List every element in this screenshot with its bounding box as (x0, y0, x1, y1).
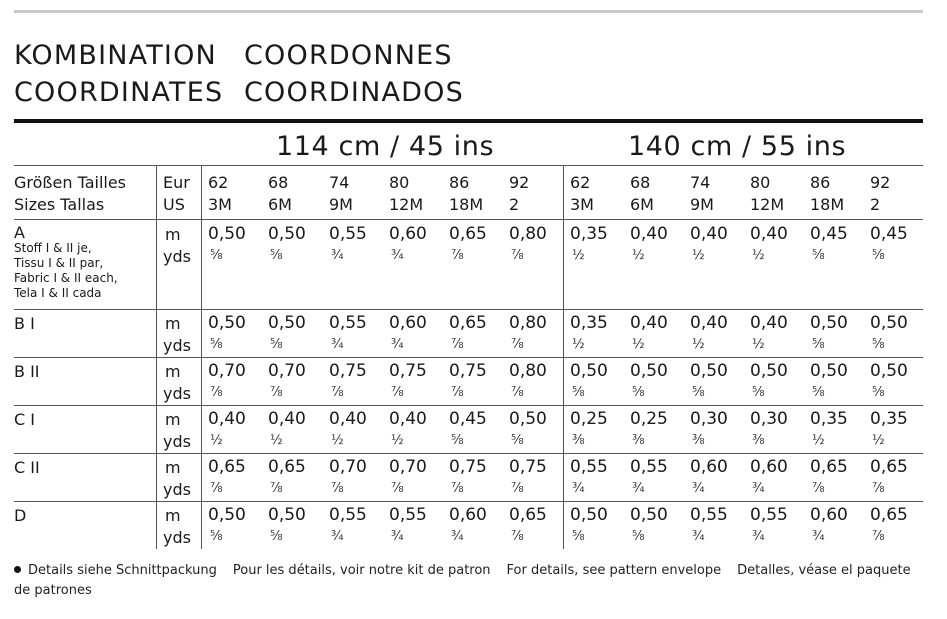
meters-value: 0,50 (690, 361, 728, 381)
yards-value: ⅝ (210, 529, 223, 544)
yards-value: ⅝ (752, 385, 765, 400)
meters-value: 0,60 (690, 457, 728, 477)
yards-value: ½ (391, 433, 404, 448)
meters-value: 0,60 (750, 457, 788, 477)
meters-value: 0,50 (810, 313, 848, 333)
yards-value: ⅞ (210, 385, 223, 400)
meters-value: 0,40 (690, 224, 728, 244)
meters-value: 0,40 (268, 409, 306, 429)
size-eur: 74 (329, 173, 350, 192)
meters-value: 0,70 (208, 361, 246, 381)
row-note: Stoff I & II je, (14, 241, 92, 255)
yards-value: ½ (752, 337, 765, 352)
row-label: B II (14, 362, 40, 381)
size-us: 18M (449, 195, 484, 214)
meters-value: 0,65 (208, 457, 246, 477)
meters-value: 0,55 (329, 313, 367, 333)
meters-value: 0,25 (630, 409, 668, 429)
row-separator (14, 501, 923, 502)
yards-value: ⅞ (872, 481, 885, 496)
yards-value: ¾ (692, 481, 705, 496)
meters-value: 0,75 (389, 361, 427, 381)
bullet-icon (14, 566, 21, 573)
meters-value: 0,50 (870, 361, 908, 381)
title-line-2 (14, 77, 464, 108)
size-us: 18M (810, 195, 845, 214)
meters-value: 0,50 (208, 224, 246, 244)
yards-value: ⅞ (451, 337, 464, 352)
size-eur: 62 (570, 173, 591, 192)
yards-value: ½ (692, 337, 705, 352)
size-us: 6M (630, 195, 654, 214)
meters-value: 0,45 (449, 409, 487, 429)
yards-value: ⅞ (451, 385, 464, 400)
unit-yds: yds (163, 384, 191, 403)
meters-value: 0,50 (570, 505, 608, 525)
yards-value: ½ (270, 433, 283, 448)
footnote-es: Detalles, véase el paquete de patrones (14, 563, 911, 598)
unit-yds: yds (163, 528, 191, 547)
meters-value: 0,75 (449, 457, 487, 477)
top-rule (14, 10, 923, 13)
yards-value: ⅝ (270, 248, 283, 263)
group-header-114: 114 cm / 45 ins (276, 131, 495, 162)
yards-value: ½ (692, 248, 705, 263)
yards-value: ⅞ (511, 337, 524, 352)
yards-value: ⅝ (210, 248, 223, 263)
meters-value: 0,75 (449, 361, 487, 381)
unit-eur: Eur (163, 173, 190, 192)
yards-value: ⅞ (270, 385, 283, 400)
row-note: Tissu I & II par, (14, 256, 104, 270)
title-underline (14, 119, 923, 123)
unit-m: m (165, 362, 181, 381)
meters-value: 0,50 (810, 361, 848, 381)
yards-value: ½ (632, 248, 645, 263)
yards-value: ¾ (752, 481, 765, 496)
meters-value: 0,70 (329, 457, 367, 477)
meters-value: 0,40 (329, 409, 367, 429)
yards-value: ½ (210, 433, 223, 448)
yards-value: ⅝ (210, 337, 223, 352)
row-note: Tela I & II cada (14, 286, 102, 300)
meters-value: 0,50 (630, 505, 668, 525)
yards-value: ⅜ (572, 433, 585, 448)
meters-value: 0,80 (509, 313, 547, 333)
row-note: Fabric I & II each, (14, 271, 118, 285)
meters-value: 0,70 (389, 457, 427, 477)
group-divider (563, 165, 564, 549)
meters-value: 0,50 (268, 224, 306, 244)
size-label-en-es: Sizes Tallas (14, 195, 105, 214)
size-eur: 74 (690, 173, 711, 192)
row-separator (14, 309, 923, 310)
meters-value: 0,65 (449, 224, 487, 244)
row-label: A (14, 223, 25, 242)
meters-value: 0,35 (870, 409, 908, 429)
yards-value: ⅞ (511, 529, 524, 544)
yards-value: ⅞ (511, 481, 524, 496)
size-us: 3M (208, 195, 232, 214)
yards-value: ¾ (391, 337, 404, 352)
size-us: 9M (329, 195, 353, 214)
meters-value: 0,80 (509, 361, 547, 381)
unit-yds: yds (163, 247, 191, 266)
yards-value: ½ (572, 337, 585, 352)
size-eur: 86 (449, 173, 470, 192)
yards-value: ⅝ (812, 248, 825, 263)
yards-value: ⅞ (331, 385, 344, 400)
meters-value: 0,50 (570, 361, 608, 381)
size-us: 2 (509, 195, 520, 214)
yards-value: ⅞ (210, 481, 223, 496)
size-eur: 86 (810, 173, 831, 192)
yards-value: ⅝ (270, 337, 283, 352)
meters-value: 0,80 (509, 224, 547, 244)
meters-value: 0,40 (750, 313, 788, 333)
yards-value: ¾ (391, 529, 404, 544)
group-header-140: 140 cm / 55 ins (628, 131, 847, 162)
unit-m: m (165, 458, 181, 477)
yards-value: ⅝ (872, 248, 885, 263)
unit-m: m (165, 225, 181, 244)
yards-value: ⅝ (572, 385, 585, 400)
footnote-de: Details siehe Schnittpackung (28, 563, 217, 578)
meters-value: 0,75 (329, 361, 367, 381)
meters-value: 0,40 (389, 409, 427, 429)
yards-value: ⅞ (451, 248, 464, 263)
title-en: COORDINATES (14, 77, 224, 108)
unit-m: m (165, 314, 181, 333)
yards-value: ⅝ (511, 433, 524, 448)
meters-value: 0,40 (208, 409, 246, 429)
row-separator (14, 357, 923, 358)
yards-value: ⅞ (451, 481, 464, 496)
meters-value: 0,75 (509, 457, 547, 477)
yards-value: ⅞ (270, 481, 283, 496)
meters-value: 0,50 (268, 505, 306, 525)
yards-value: ⅞ (812, 481, 825, 496)
meters-value: 0,50 (268, 313, 306, 333)
meters-value: 0,70 (268, 361, 306, 381)
size-label-de-fr: Größen Tailles (14, 173, 127, 192)
meters-value: 0,40 (630, 224, 668, 244)
size-eur: 80 (389, 173, 410, 192)
size-us: 6M (268, 195, 292, 214)
meters-value: 0,40 (690, 313, 728, 333)
size-us: 3M (570, 195, 594, 214)
yards-value: ⅝ (872, 385, 885, 400)
unit-yds: yds (163, 336, 191, 355)
size-us: 9M (690, 195, 714, 214)
meters-value: 0,35 (570, 224, 608, 244)
footnote-en: For details, see pattern envelope (506, 563, 722, 578)
footnote (14, 561, 914, 601)
meters-value: 0,50 (509, 409, 547, 429)
row-label: C I (14, 410, 35, 429)
meters-value: 0,55 (329, 505, 367, 525)
row-label: C II (14, 458, 40, 477)
meters-value: 0,65 (870, 457, 908, 477)
meters-value: 0,50 (208, 313, 246, 333)
yards-value: ½ (872, 433, 885, 448)
yards-value: ⅝ (632, 385, 645, 400)
title-de: KOMBINATION (14, 40, 217, 71)
meters-value: 0,30 (750, 409, 788, 429)
size-eur: 92 (509, 173, 530, 192)
size-us: 2 (870, 195, 881, 214)
meters-value: 0,50 (208, 505, 246, 525)
yards-value: ¾ (451, 529, 464, 544)
yards-value: ⅝ (451, 433, 464, 448)
yards-value: ¾ (331, 529, 344, 544)
yards-value: ½ (572, 248, 585, 263)
meters-value: 0,55 (630, 457, 668, 477)
yards-value: ⅞ (331, 481, 344, 496)
size-eur: 80 (750, 173, 771, 192)
yards-value: ⅜ (752, 433, 765, 448)
meters-value: 0,65 (268, 457, 306, 477)
size-us: 12M (750, 195, 785, 214)
yards-value: ¾ (331, 248, 344, 263)
meters-value: 0,60 (810, 505, 848, 525)
meters-value: 0,50 (630, 361, 668, 381)
size-eur: 62 (208, 173, 229, 192)
yards-value: ⅝ (872, 337, 885, 352)
meters-value: 0,35 (570, 313, 608, 333)
meters-value: 0,65 (449, 313, 487, 333)
yards-value: ¾ (391, 248, 404, 263)
meters-value: 0,30 (690, 409, 728, 429)
yards-value: ½ (632, 337, 645, 352)
yards-value: ¾ (812, 529, 825, 544)
unit-m: m (165, 506, 181, 525)
row-separator (14, 405, 923, 406)
yards-value: ⅞ (872, 529, 885, 544)
meters-value: 0,40 (630, 313, 668, 333)
meters-value: 0,55 (570, 457, 608, 477)
meters-value: 0,55 (690, 505, 728, 525)
meters-value: 0,55 (750, 505, 788, 525)
size-eur: 92 (870, 173, 891, 192)
footnote-fr: Pour les détails, voir notre kit de patron (232, 563, 491, 578)
meters-value: 0,60 (389, 224, 427, 244)
yards-value: ¾ (692, 529, 705, 544)
meters-value: 0,50 (750, 361, 788, 381)
title-es: COORDINADOS (244, 77, 464, 108)
header-top-rule (14, 165, 923, 166)
yards-value: ⅜ (632, 433, 645, 448)
size-eur: 68 (630, 173, 651, 192)
yards-value: ¾ (632, 481, 645, 496)
meters-value: 0,60 (449, 505, 487, 525)
yards-value: ⅞ (391, 481, 404, 496)
yards-value: ½ (331, 433, 344, 448)
meters-value: 0,40 (750, 224, 788, 244)
size-us: 12M (389, 195, 424, 214)
unit-m: m (165, 410, 181, 429)
meters-value: 0,55 (389, 505, 427, 525)
size-eur: 68 (268, 173, 289, 192)
meters-value: 0,55 (329, 224, 367, 244)
yards-value: ⅝ (812, 337, 825, 352)
unit-yds: yds (163, 480, 191, 499)
yards-value: ½ (752, 248, 765, 263)
meters-value: 0,65 (509, 505, 547, 525)
meters-value: 0,65 (870, 505, 908, 525)
label-column-divider (156, 165, 157, 549)
yards-value: ½ (812, 433, 825, 448)
row-label: B I (14, 314, 35, 333)
meters-value: 0,45 (810, 224, 848, 244)
yards-value: ⅞ (391, 385, 404, 400)
yards-value: ¾ (572, 481, 585, 496)
unit-us: US (163, 195, 185, 214)
yards-value: ⅜ (692, 433, 705, 448)
unit-column-divider (201, 165, 202, 549)
meters-value: 0,65 (810, 457, 848, 477)
meters-value: 0,60 (389, 313, 427, 333)
meters-value: 0,45 (870, 224, 908, 244)
yards-value: ¾ (331, 337, 344, 352)
yards-value: ⅝ (632, 529, 645, 544)
yards-value: ⅝ (270, 529, 283, 544)
yards-value: ⅝ (692, 385, 705, 400)
title-fr: COORDONNES (244, 40, 453, 71)
meters-value: 0,25 (570, 409, 608, 429)
row-separator (14, 453, 923, 454)
meters-value: 0,50 (870, 313, 908, 333)
unit-yds: yds (163, 432, 191, 451)
yards-value: ⅞ (511, 385, 524, 400)
yards-value: ⅞ (511, 248, 524, 263)
yards-value: ⅝ (572, 529, 585, 544)
header-bottom-rule (14, 219, 923, 220)
row-label: D (14, 506, 27, 525)
yards-value: ⅝ (812, 385, 825, 400)
yards-value: ¾ (752, 529, 765, 544)
title-line-1 (14, 40, 453, 71)
meters-value: 0,35 (810, 409, 848, 429)
